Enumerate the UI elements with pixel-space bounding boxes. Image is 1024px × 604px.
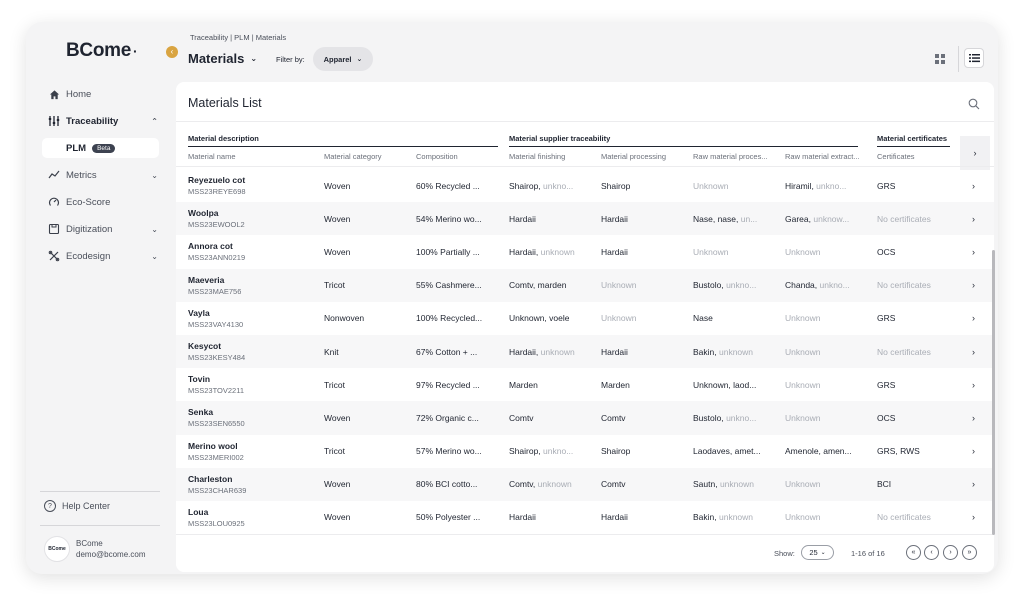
cell-value-muted: unkno...: [813, 180, 847, 191]
composition-cell: 100% Recycled...: [416, 313, 483, 324]
raw-material-processing-cell: [693, 501, 753, 534]
chevron-up-icon[interactable]: ⌃: [151, 116, 158, 126]
composition-cell: 55% Cashmere...: [416, 280, 482, 291]
material-name-cell: [188, 335, 245, 368]
material-name: Loua: [188, 506, 209, 517]
cell-value: GRS: [877, 379, 896, 390]
material-code: MSS23LOU0925: [188, 518, 245, 528]
processing-cell: [601, 269, 636, 302]
filter-value: Apparel: [323, 54, 352, 64]
finishing-cell: [509, 368, 538, 401]
material-code: MSS23TOV2211: [188, 386, 245, 396]
material-name: Annora cot: [188, 241, 233, 252]
list-title: Materials List: [188, 96, 262, 110]
material-code: MSS23CHAR639: [188, 485, 247, 495]
processing-cell: [601, 335, 628, 368]
cell-value-muted: Unknown: [601, 280, 637, 291]
card-divider: [176, 121, 994, 122]
raw-material-processing-cell: [693, 269, 756, 302]
cell-value-muted: Unknown: [785, 346, 821, 357]
cell-value: Hardaii,: [509, 346, 539, 357]
sidebar-divider: [40, 525, 160, 526]
composition-cell: 57% Merino wo...: [416, 446, 482, 457]
cell-value-muted: Unknown: [785, 313, 821, 324]
cell-value: Shairop,: [509, 446, 541, 457]
material-name-cell: [188, 401, 245, 434]
material-name-cell: [188, 169, 246, 202]
raw-material-extraction-cell: [785, 501, 820, 534]
material-name-cell: [188, 435, 244, 468]
sidebar-item-label: Metrics: [66, 169, 97, 181]
raw-material-processing-cell: [693, 302, 713, 335]
cell-value: Hardaii: [601, 346, 628, 357]
column-header-raw-material-extraction[interactable]: Raw material extract...: [785, 152, 860, 161]
cell-value-muted: No certificates: [877, 213, 931, 224]
app-window: [26, 22, 998, 574]
chevron-down-icon[interactable]: ⌄: [151, 170, 158, 180]
cell-value-muted: Unknown: [601, 313, 637, 324]
page-title: Materials: [188, 51, 245, 66]
material-name: Merino wool: [188, 440, 238, 451]
finishing-cell: [509, 435, 573, 468]
raw-material-extraction-cell: [785, 302, 820, 335]
cell-value-muted: unkno...: [723, 412, 757, 423]
column-header-material-name[interactable]: Material name: [188, 152, 236, 161]
material-category-cell: Nonwoven: [324, 313, 365, 324]
column-header-material-category[interactable]: Material category: [324, 152, 382, 161]
material-name: Woolpa: [188, 208, 219, 219]
raw-material-extraction-cell: [785, 169, 846, 202]
certificates-cell: [877, 302, 895, 335]
cell-value: Shairop: [601, 446, 631, 457]
row-chevron-icon[interactable]: ›: [972, 180, 975, 191]
finishing-cell: [509, 302, 569, 335]
cell-value: Bakin,: [693, 346, 717, 357]
material-code: MSS23EWOOL2: [188, 220, 245, 230]
column-header-raw-material-processing[interactable]: Raw material proces...: [693, 152, 768, 161]
raw-material-processing-cell: [693, 169, 728, 202]
material-code: MSS23REYE698: [188, 187, 246, 197]
cell-value-muted: Unknown: [785, 412, 821, 423]
raw-material-processing-cell: [693, 468, 754, 501]
composition-cell: 54% Merino wo...: [416, 213, 482, 224]
material-name-cell: [188, 202, 245, 235]
table-row[interactable]: [176, 302, 994, 335]
metrics-icon: [48, 169, 60, 181]
chevron-down-icon[interactable]: ⌄: [151, 224, 158, 234]
finishing-cell: [509, 401, 534, 434]
sidebar-item-label: Digitization: [66, 223, 113, 235]
cell-value-muted: unknown: [538, 246, 575, 257]
logo[interactable]: BCome ·: [66, 40, 138, 61]
cell-value: Hiramil,: [785, 180, 814, 191]
material-category-cell: Tricot: [324, 379, 345, 390]
cell-value: Hardaii: [601, 213, 628, 224]
composition-cell: 60% Recycled ...: [416, 180, 480, 191]
page-title-dropdown[interactable]: [188, 51, 257, 66]
raw-material-processing-cell: [693, 235, 728, 268]
table-row[interactable]: [176, 368, 994, 401]
material-category-cell: Woven: [324, 213, 351, 224]
table-row[interactable]: [176, 401, 994, 434]
cell-value-muted: Unknown: [693, 246, 729, 257]
materials-table-body: [176, 169, 994, 534]
sidebar-divider: [40, 491, 160, 492]
raw-material-extraction-cell: [785, 335, 820, 368]
row-chevron-icon[interactable]: ›: [972, 512, 975, 523]
processing-cell: [601, 468, 626, 501]
material-code: MSS23MERI002: [188, 452, 244, 462]
cell-value: Amenole, amen...: [785, 446, 852, 457]
cell-value-muted: No certificates: [877, 346, 931, 357]
cell-value: Shairop,: [509, 180, 541, 191]
table-row[interactable]: [176, 501, 994, 534]
table-row[interactable]: [176, 169, 994, 202]
finishing-cell: [509, 468, 572, 501]
sidebar: [26, 22, 172, 574]
column-header-material-processing[interactable]: Material processing: [601, 152, 667, 161]
raw-material-processing-cell: [693, 435, 761, 468]
row-chevron-icon[interactable]: ›: [972, 346, 975, 357]
cell-value: Marden: [509, 379, 538, 390]
search-button[interactable]: [968, 97, 980, 115]
group-header-supplier-traceability: Material supplier traceability: [509, 134, 858, 147]
page-size-select[interactable]: [801, 545, 834, 560]
material-category-cell: Tricot: [324, 280, 345, 291]
cell-value: Laodaves, amet...: [693, 446, 761, 457]
table-row[interactable]: [176, 435, 994, 468]
row-chevron-icon[interactable]: ›: [972, 446, 975, 457]
composition-cell: 100% Partially ...: [416, 246, 480, 257]
processing-cell: [601, 202, 628, 235]
cell-value: OCS: [877, 246, 896, 257]
material-code: MSS23SEN6550: [188, 419, 245, 429]
raw-material-extraction-cell: [785, 202, 849, 235]
cell-value: Unknown, voele: [509, 313, 570, 324]
beta-badge: Beta: [92, 144, 115, 153]
sidebar-subitem-label: PLM: [66, 142, 87, 154]
material-name: Senka: [188, 407, 214, 418]
cell-value: Unknown, laod...: [693, 379, 757, 390]
chevron-down-icon[interactable]: ⌄: [151, 251, 158, 261]
grid-view-icon: [934, 53, 946, 65]
user-email: demo@bcome.com: [76, 550, 146, 559]
cell-value-muted: unknown: [535, 479, 572, 490]
cell-value: Nase, nase,: [693, 213, 739, 224]
sidebar-item-label: Home: [66, 88, 92, 100]
processing-cell: [601, 235, 628, 268]
filter-dropdown[interactable]: [313, 47, 373, 71]
user-profile[interactable]: [44, 536, 145, 562]
sidebar-item-label: Traceability: [66, 115, 119, 127]
material-category-cell: Woven: [324, 412, 351, 423]
raw-material-extraction-cell: [785, 269, 850, 302]
material-name: Tovin: [188, 374, 211, 385]
cell-value: Bustolo,: [693, 412, 724, 423]
raw-material-extraction-cell: [785, 235, 820, 268]
cell-value-muted: Unknown: [785, 379, 821, 390]
list-view-button[interactable]: [964, 48, 984, 68]
cell-value-muted: unknown: [538, 346, 575, 357]
raw-material-processing-cell: [693, 202, 757, 235]
certificates-cell: [877, 235, 895, 268]
sidebar-item-traceability[interactable]: [48, 111, 158, 131]
certificates-cell: [877, 435, 920, 468]
material-name: Kesycot: [188, 341, 222, 352]
raw-material-processing-cell: [693, 335, 753, 368]
cell-value: Comtv: [509, 412, 534, 423]
column-header-material-finishing[interactable]: Material finishing: [509, 152, 566, 161]
composition-cell: 72% Organic c...: [416, 412, 479, 423]
cell-value-muted: unkno...: [540, 446, 574, 457]
filter-label: Filter by:: [276, 55, 305, 64]
help-center-link[interactable]: [44, 500, 110, 512]
eco-score-icon: [48, 196, 60, 208]
cell-value-muted: unkno...: [723, 280, 757, 291]
row-chevron-icon[interactable]: ›: [972, 213, 975, 224]
raw-material-extraction-cell: [785, 435, 852, 468]
cell-value-muted: No certificates: [877, 280, 931, 291]
finishing-cell: [509, 235, 575, 268]
view-divider: [958, 46, 959, 72]
certificates-cell: [877, 401, 895, 434]
material-code: MSS23VAY4130: [188, 319, 244, 329]
table-scrollbar[interactable]: [992, 250, 995, 535]
cell-value-muted: Unknown: [693, 180, 729, 191]
cell-value: GRS: [877, 313, 896, 324]
material-name-cell: [188, 269, 241, 302]
cell-value-muted: Unknown: [785, 512, 821, 523]
cell-value: Comtv: [601, 479, 626, 490]
cell-value: Hardaii: [509, 213, 536, 224]
processing-cell: [601, 435, 630, 468]
sidebar-item-ecodesign[interactable]: [48, 246, 158, 266]
first-page-button[interactable]: «: [906, 545, 921, 560]
cell-value: Comtv,: [509, 479, 536, 490]
header-divider: [176, 166, 994, 167]
sidebar-item-metrics[interactable]: [48, 165, 158, 185]
raw-material-extraction-cell: [785, 368, 820, 401]
cell-value: GRS, RWS: [877, 446, 920, 457]
material-name: Vayla: [188, 307, 210, 318]
cell-value: OCS: [877, 412, 896, 423]
sidebar-item-eco-score[interactable]: [48, 192, 158, 212]
table-row[interactable]: [176, 269, 994, 302]
row-chevron-icon[interactable]: ›: [972, 280, 975, 291]
table-row[interactable]: [176, 335, 994, 368]
processing-cell: [601, 401, 626, 434]
previous-page-button[interactable]: ‹: [924, 545, 939, 560]
cell-value-muted: un...: [738, 213, 758, 224]
cell-value: Bustolo,: [693, 280, 724, 291]
cell-value: Bakin,: [693, 512, 717, 523]
list-view-icon: [969, 53, 980, 63]
composition-cell: 80% BCI cotto...: [416, 479, 478, 490]
page-size-label: Show:: [774, 549, 795, 558]
material-code: MSS23ANN0219: [188, 253, 246, 263]
avatar: BCome: [44, 536, 70, 562]
cell-value-muted: unknown: [717, 479, 754, 490]
cell-value: Comtv, marden: [509, 280, 567, 291]
chevron-down-icon: ⌄: [820, 550, 826, 556]
certificates-cell: [877, 202, 931, 235]
row-chevron-icon[interactable]: ›: [972, 379, 975, 390]
certificates-cell: [877, 335, 931, 368]
ecodesign-icon: [48, 250, 60, 262]
row-chevron-icon[interactable]: ›: [972, 313, 975, 324]
material-category-cell: Woven: [324, 246, 351, 257]
material-category-cell: Woven: [324, 512, 351, 523]
raw-material-processing-cell: [693, 368, 756, 401]
cell-value-muted: No certificates: [877, 512, 931, 523]
cell-value: Marden: [601, 379, 630, 390]
user-name: BCome: [76, 539, 103, 548]
certificates-cell: [877, 368, 895, 401]
cell-value-muted: Unknown: [785, 246, 821, 257]
material-code: MSS23KESY484: [188, 353, 246, 363]
row-chevron-icon[interactable]: ›: [972, 246, 975, 257]
help-icon: ?: [44, 500, 56, 512]
cell-value-muted: unkno...: [817, 280, 850, 291]
processing-cell: [601, 302, 636, 335]
cell-value: Shairop: [601, 180, 631, 191]
cell-value: Garea,: [785, 213, 811, 224]
material-name: Charleston: [188, 473, 233, 484]
sidebar-subitem-plm[interactable]: [42, 138, 159, 158]
cell-value: BCI: [877, 479, 892, 490]
cell-value: Hardaii: [601, 512, 628, 523]
column-header-certificates[interactable]: Certificates: [877, 152, 915, 161]
cell-value-muted: Unknown: [785, 479, 821, 490]
cell-value: Nase: [693, 313, 713, 324]
certificates-cell: [877, 468, 891, 501]
raw-material-extraction-cell: [785, 468, 820, 501]
expand-columns-button[interactable]: ›: [960, 136, 990, 170]
search-icon: [968, 98, 980, 110]
composition-cell: 50% Polyester ...: [416, 512, 481, 523]
certificates-cell: [877, 169, 895, 202]
material-category-cell: Woven: [324, 180, 351, 191]
processing-cell: [601, 501, 628, 534]
footer-divider: [176, 534, 994, 535]
processing-cell: [601, 169, 630, 202]
cell-value: Hardaii,: [509, 246, 539, 257]
composition-cell: 67% Cotton + ...: [416, 346, 478, 357]
raw-material-extraction-cell: [785, 401, 820, 434]
cell-value: Comtv: [601, 412, 626, 423]
home-icon: [48, 88, 60, 100]
certificates-cell: [877, 269, 931, 302]
material-name: Maeveria: [188, 274, 225, 285]
material-name-cell: [188, 368, 244, 401]
cell-value-muted: unknown: [716, 512, 754, 523]
grid-view-button[interactable]: [934, 52, 948, 66]
processing-cell: [601, 368, 630, 401]
material-name-cell: [188, 235, 245, 268]
material-category-cell: Knit: [324, 346, 339, 357]
material-name: Reyezuelo cot: [188, 175, 246, 186]
table-row[interactable]: [176, 468, 994, 501]
sidebar-item-label: Eco-Score: [66, 196, 111, 208]
row-chevron-icon[interactable]: ›: [972, 412, 975, 423]
traceability-icon: [48, 115, 60, 127]
finishing-cell: [509, 269, 566, 302]
digitization-icon: [48, 223, 60, 235]
sidebar-item-home[interactable]: [48, 84, 158, 104]
group-header-certificates: Material certificates: [877, 134, 950, 147]
collapse-sidebar-button[interactable]: ‹: [166, 46, 178, 58]
pagination-range: 1-16 of 16: [851, 549, 885, 558]
cell-value: Hardaii: [601, 246, 628, 257]
material-category-cell: Woven: [324, 479, 351, 490]
group-header-description: Material description: [188, 134, 498, 147]
cell-value-muted: unknown: [716, 346, 754, 357]
cell-value: Hardaii: [509, 512, 536, 523]
last-page-button[interactable]: »: [962, 545, 977, 560]
raw-material-processing-cell: [693, 401, 756, 434]
material-code: MSS23MAE756: [188, 286, 242, 296]
table-row[interactable]: [176, 202, 994, 235]
cell-value: Chanda,: [785, 280, 818, 291]
cell-value: Sautn,: [693, 479, 718, 490]
finishing-cell: [509, 501, 536, 534]
column-header-composition[interactable]: Composition: [416, 152, 458, 161]
composition-cell: 97% Recycled ...: [416, 379, 480, 390]
finishing-cell: [509, 169, 573, 202]
chevron-down-icon: ⌄: [356, 56, 363, 63]
row-chevron-icon[interactable]: ›: [972, 479, 975, 490]
next-page-button[interactable]: ›: [943, 545, 958, 560]
breadcrumb: Traceability | PLM | Materials: [190, 33, 287, 42]
sidebar-item-digitization[interactable]: [48, 219, 158, 239]
chevron-down-icon: ⌄: [250, 54, 258, 63]
finishing-cell: [509, 335, 575, 368]
material-name-cell: [188, 302, 243, 335]
page-size-value: 25: [809, 548, 818, 557]
material-category-cell: Tricot: [324, 446, 345, 457]
finishing-cell: [509, 202, 536, 235]
cell-value: GRS: [877, 180, 896, 191]
material-name-cell: [188, 468, 246, 501]
certificates-cell: [877, 501, 931, 534]
materials-list-card: [176, 82, 994, 572]
table-row[interactable]: [176, 235, 994, 268]
help-center-label: Help Center: [62, 501, 111, 511]
cell-value-muted: unknow...: [811, 213, 850, 224]
material-name-cell: [188, 501, 245, 534]
cell-value-muted: unkno...: [540, 180, 574, 191]
sidebar-item-label: Ecodesign: [66, 250, 111, 262]
